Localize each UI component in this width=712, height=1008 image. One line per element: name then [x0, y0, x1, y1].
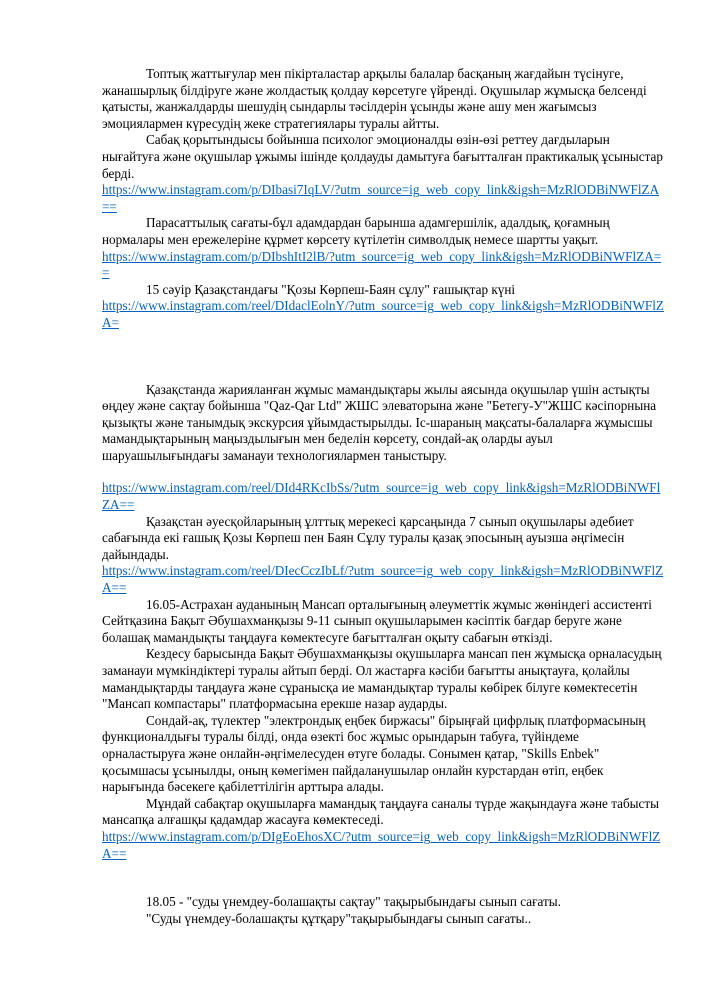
- paragraph-career-lesson: 16.05-Астрахан ауданының Мансап орталығының әлеуметтік жұмыс жөніндегі ассистенті Сейтқазина Бақыт Әбушахманқызы 9-11 сынып оқушыларымен кәсіптік бағдар беруге және болашақ мамандықты таңдауға көмектесуге бағытталған оқыту сабағын өткізді.: [102, 596, 652, 645]
- instagram-link-1[interactable]: https://www.instagram.com/p/DIbasi7IqLV/?utm_source=ig_web_copy_link&igsh=MzRlODBiNWFlZA==: [102, 182, 660, 214]
- spacer: [102, 464, 664, 480]
- instagram-link-5[interactable]: https://www.instagram.com/reel/DIecCczIbLf/?utm_source=ig_web_copy_link&igsh=MzRlODBiNWFlZA==: [102, 563, 664, 596]
- paragraph-water-hour-2: "Суды үнемдеу-болашақты құтқару"тақырыбындағы сынып сағаты..: [146, 910, 532, 926]
- paragraph-lesson-summary: Сабақ қорытындысы бойынша психолог эмоционалды өзін-өзі реттеу дағдыларын нығайтуға және оқушылар ұжымы ішінде қолдауды дамытуға бағытталған практикалық ұсыныстар берді.: [102, 132, 664, 181]
- paragraph-wisdom-hour: Парасаттылық сағаты-бұл адамдардан барынша адамгершілік, адалдық, қоғамның нормалары мен ережелеріне құрмет көрсету күтілетін символдық немесе шартты уақыт.: [102, 215, 610, 247]
- spacer: [102, 862, 664, 894]
- instagram-link-3[interactable]: https://www.instagram.com/reel/DIdaclEolnY/?utm_source=ig_web_copy_link&igsh=MzRlODBiNWFlZA=: [102, 298, 664, 330]
- instagram-link-4[interactable]: https://www.instagram.com/reel/DId4RKcIbSs/?utm_source=ig_web_copy_link&igsh=MzRlODBiNWFlZA==: [102, 480, 661, 513]
- paragraph-group-exercises: Топтық жаттығулар мен пікірталастар арқылы балалар басқаның жағдайын түсінуге, жанашырлық білдіруге және жолдастық қолдау көрсетуге үйренді. Оқушылар жұмысқа белсенді қатысты, жанжалдарды шешудің сындарлы тәсілдерін ұсынды және ашу мен жағымсыз эмоциялармен күресудің жеке стратегиялары туралы айтты.: [102, 66, 647, 131]
- paragraph-lovers-day: 15 сәуір Қазақстандағы "Қозы Көрпеш-Баян сұлу" ғашықтар күні: [146, 281, 516, 297]
- paragraph-career-compass: Кездесу барысында Бақыт Әбушахманқызы оқушыларға мансап пен жұмысқа орналасудың заманауи мүмкіндіктері туралы айтып берді. Ол жастарға кәсіби бағытты анықтауға, қолайлы мамандықтарды таңдауға және сұранысқа ие мамандықтар туралы көбірек білуге көмектесетін "Мансап компастары" платформасына ерекше назар аударды.: [102, 646, 662, 712]
- paragraph-labor-exchange: Сондай-ақ, түлектер "электрондық еңбек биржасы" бірыңғай цифрлық платформасының функционалдығы туралы білді, онда өзекті бос жұмыс орындарын табуға, түйіндеме орналастыруға және онлайн-әңгімелесуден өтуге болады. Сонымен қатар, "Skills Enbek" қосымшасы ұсынылды, оның көмегімен пайдаланушылар онлайн курстардан өтіп, еңбек нарығында бәсекеге қабілеттілігін арттыра алады.: [102, 712, 646, 795]
- paragraph-epic-story: Қазақстан әуесқойларының ұлттық мерекесі қарсаңында 7 сынып оқушылары әдебиет сабағында екі ғашық Қозы Көрпеш пен Баян Сұлу туралы қазақ эпосының ауызша әңгімесін дайындады.: [102, 513, 634, 562]
- spacer: [102, 332, 664, 382]
- paragraph-water-hour-1: 18.05 - "суды үнемдеу-болашақты сақтау" тақырыбындағы сынып сағаты.: [146, 894, 561, 910]
- paragraph-excursion: Қазақстанда жарияланған жұмыс мамандықтары жылы аясында оқушылар үшін астықты өңдеу және сақтау бойынша "Qaz-Qar Ltd" ЖШС элеваторына және "Бетегу-У"ЖШС кәсіпорнына қызықты және танымдық экскурсия ұйымдастырылды. Іс-шараның мақсаты-балаларға жұмысшы мамандықтарының маңыздылығын мен беделін көрсету, сондай-ақ оларды ауыл шаруашылығындағы заманауи технологиялармен таныстыру.: [102, 381, 657, 463]
- instagram-link-2[interactable]: https://www.instagram.com/p/DIbshItI2lB/?utm_source=ig_web_copy_link&igsh=MzRlODBiNWFlZA==: [102, 248, 662, 281]
- paragraph-conclusion: Мұндай сабақтар оқушыларға мамандық таңдауға саналы түрде жақындауға және табысты мансапқа алғашқы қадамдар жасауға көмектеседі.: [102, 795, 660, 828]
- instagram-link-6[interactable]: https://www.instagram.com/p/DIgEoEhosXC/?utm_source=ig_web_copy_link&igsh=MzRlODBiNWFlZA==: [102, 828, 661, 861]
